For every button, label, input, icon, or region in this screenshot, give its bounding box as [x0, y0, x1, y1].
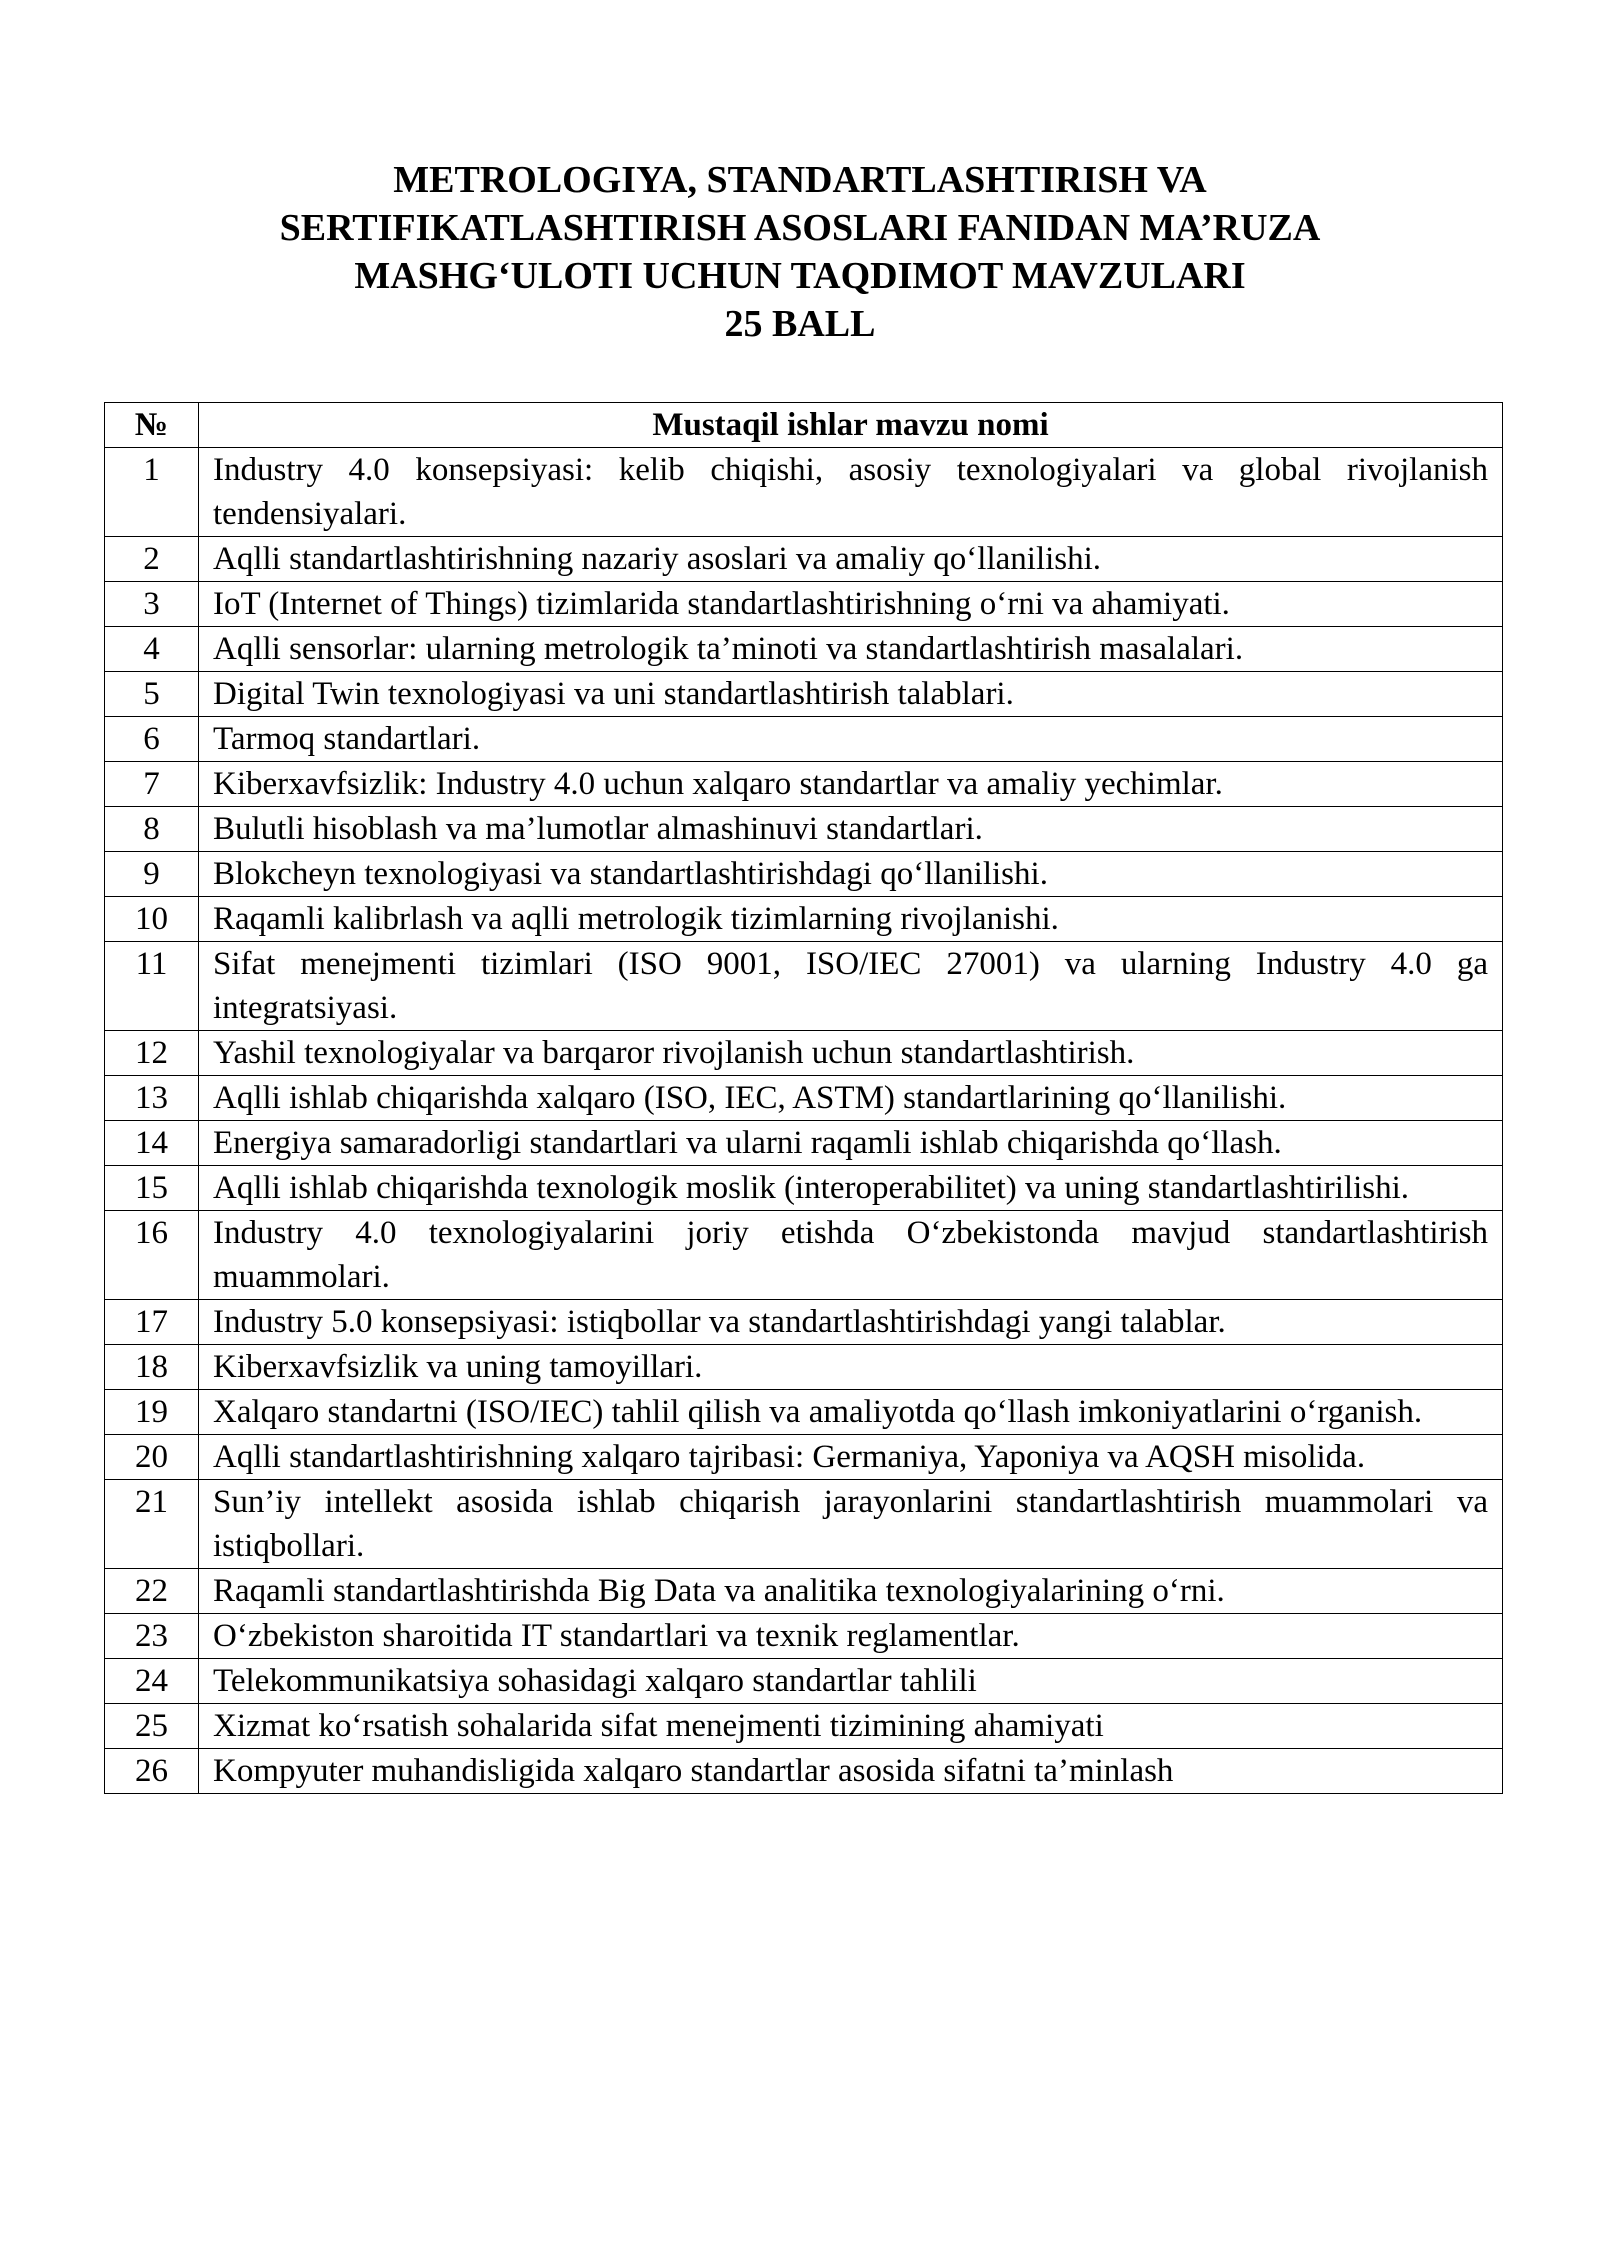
row-number: 1 — [105, 448, 199, 537]
topic-title: Kompyuter muhandisligida xalqaro standartlar asosida sifatni ta’minlash — [199, 1749, 1503, 1794]
topic-title: Blokcheyn texnologiyasi va standartlashtirishdagi qo‘llanilishi. — [199, 852, 1503, 897]
row-number: 21 — [105, 1480, 199, 1569]
table-row — [105, 807, 1503, 852]
row-number: 23 — [105, 1614, 199, 1659]
table-row — [105, 1300, 1503, 1345]
table-row — [105, 1614, 1503, 1659]
title-line-1: METROLOGIYA, STANDARTLASHTIRISH VA — [393, 159, 1207, 201]
row-number: 16 — [105, 1211, 199, 1300]
topic-title: Xalqaro standartni (ISO/IEC) tahlil qilish va amaliyotda qo‘llash imkoniyatlarini o‘rganish. — [199, 1390, 1503, 1435]
row-number: 13 — [105, 1076, 199, 1121]
row-number: 18 — [105, 1345, 199, 1390]
topic-column-header: Mustaqil ishlar mavzu nomi — [199, 403, 1503, 448]
table-row — [105, 1435, 1503, 1480]
row-number: 12 — [105, 1031, 199, 1076]
topic-title: O‘zbekiston sharoitida IT standartlari va texnik reglamentlar. — [199, 1614, 1503, 1659]
document-title — [100, 156, 1500, 348]
table-row — [105, 672, 1503, 717]
topic-title: Digital Twin texnologiyasi va uni standartlashtirish talablari. — [199, 672, 1503, 717]
row-number: 2 — [105, 537, 199, 582]
topic-title: IoT (Internet of Things) tizimlarida standartlashtirishning o‘rni va ahamiyati. — [199, 582, 1503, 627]
table-row — [105, 717, 1503, 762]
number-column-header: № — [105, 403, 199, 448]
table-row — [105, 897, 1503, 942]
table-row — [105, 1166, 1503, 1211]
table-row — [105, 1076, 1503, 1121]
row-number: 15 — [105, 1166, 199, 1211]
topic-title: Industry 4.0 texnologiyalarini joriy etishda O‘zbekistonda mavjud standartlashtirish muammolari. — [199, 1211, 1503, 1300]
row-number: 8 — [105, 807, 199, 852]
topic-title: Raqamli kalibrlash va aqlli metrologik tizimlarning rivojlanishi. — [199, 897, 1503, 942]
topic-title: Industry 4.0 konsepsiyasi: kelib chiqishi, asosiy texnologiyalari va global rivojlanish tendensiyalari. — [199, 448, 1503, 537]
table-row — [105, 1211, 1503, 1300]
row-number: 6 — [105, 717, 199, 762]
table-row — [105, 762, 1503, 807]
table-row — [105, 852, 1503, 897]
table-row — [105, 1480, 1503, 1569]
row-number: 10 — [105, 897, 199, 942]
row-number: 24 — [105, 1659, 199, 1704]
row-number: 4 — [105, 627, 199, 672]
table-row — [105, 627, 1503, 672]
topic-title: Aqlli sensorlar: ularning metrologik ta’minoti va standartlashtirish masalalari. — [199, 627, 1503, 672]
topic-title: Telekommunikatsiya sohasidagi xalqaro standartlar tahlili — [199, 1659, 1503, 1704]
topic-title: Raqamli standartlashtirishda Big Data va analitika texnologiyalarining o‘rni. — [199, 1569, 1503, 1614]
table-row — [105, 1121, 1503, 1166]
row-number: 11 — [105, 942, 199, 1031]
table-row — [105, 1031, 1503, 1076]
row-number: 26 — [105, 1749, 199, 1794]
table-row — [105, 1659, 1503, 1704]
topic-title: Tarmoq standartlari. — [199, 717, 1503, 762]
row-number: 3 — [105, 582, 199, 627]
table-header-row — [105, 403, 1503, 448]
topics-table — [104, 402, 1503, 1794]
table-row — [105, 582, 1503, 627]
topic-title: Aqlli standartlashtirishning nazariy asoslari va amaliy qo‘llanilishi. — [199, 537, 1503, 582]
topic-title: Sun’iy intellekt asosida ishlab chiqarish jarayonlarini standartlashtirish muammolari va istiqbollari. — [199, 1480, 1503, 1569]
row-number: 7 — [105, 762, 199, 807]
topic-title: Aqlli ishlab chiqarishda xalqaro (ISO, IEC, ASTM) standartlarining qo‘llanilishi. — [199, 1076, 1503, 1121]
topic-title: Kiberxavfsizlik va uning tamoyillari. — [199, 1345, 1503, 1390]
row-number: 14 — [105, 1121, 199, 1166]
table-row — [105, 1569, 1503, 1614]
topic-title: Aqlli ishlab chiqarishda texnologik moslik (interoperabilitet) va uning standartlashtirilishi. — [199, 1166, 1503, 1211]
table-row — [105, 942, 1503, 1031]
topic-title: Bulutli hisoblash va ma’lumotlar almashinuvi standartlari. — [199, 807, 1503, 852]
row-number: 19 — [105, 1390, 199, 1435]
table-row — [105, 1749, 1503, 1794]
topic-title: Xizmat ko‘rsatish sohalarida sifat menejmenti tizimining ahamiyati — [199, 1704, 1503, 1749]
title-line-2: SERTIFIKATLASHTIRISH ASOSLARI FANIDAN MA’RUZA — [279, 207, 1321, 249]
row-number: 9 — [105, 852, 199, 897]
topic-title: Industry 5.0 konsepsiyasi: istiqbollar va standartlashtirishdagi yangi talablar. — [199, 1300, 1503, 1345]
topic-title: Kiberxavfsizlik: Industry 4.0 uchun xalqaro standartlar va amaliy yechimlar. — [199, 762, 1503, 807]
topic-title: Yashil texnologiyalar va barqaror rivojlanish uchun standartlashtirish. — [199, 1031, 1503, 1076]
topic-title: Sifat menejmenti tizimlari (ISO 9001, ISO/IEC 27001) va ularning Industry 4.0 ga integratsiyasi. — [199, 942, 1503, 1031]
table-row — [105, 1704, 1503, 1749]
table-row — [105, 537, 1503, 582]
row-number: 25 — [105, 1704, 199, 1749]
title-line-3: MASHG‘ULOTI UCHUN TAQDIMOT MAVZULARI — [354, 255, 1246, 297]
topic-title: Aqlli standartlashtirishning xalqaro tajribasi: Germaniya, Yaponiya va AQSH misolida. — [199, 1435, 1503, 1480]
row-number: 5 — [105, 672, 199, 717]
row-number: 17 — [105, 1300, 199, 1345]
row-number: 22 — [105, 1569, 199, 1614]
table-row — [105, 1345, 1503, 1390]
table-row — [105, 448, 1503, 537]
title-line-4: 25 BALL — [724, 303, 876, 345]
row-number: 20 — [105, 1435, 199, 1480]
topic-title: Energiya samaradorligi standartlari va ularni raqamli ishlab chiqarishda qo‘llash. — [199, 1121, 1503, 1166]
table-row — [105, 1390, 1503, 1435]
table-body — [105, 448, 1503, 1794]
